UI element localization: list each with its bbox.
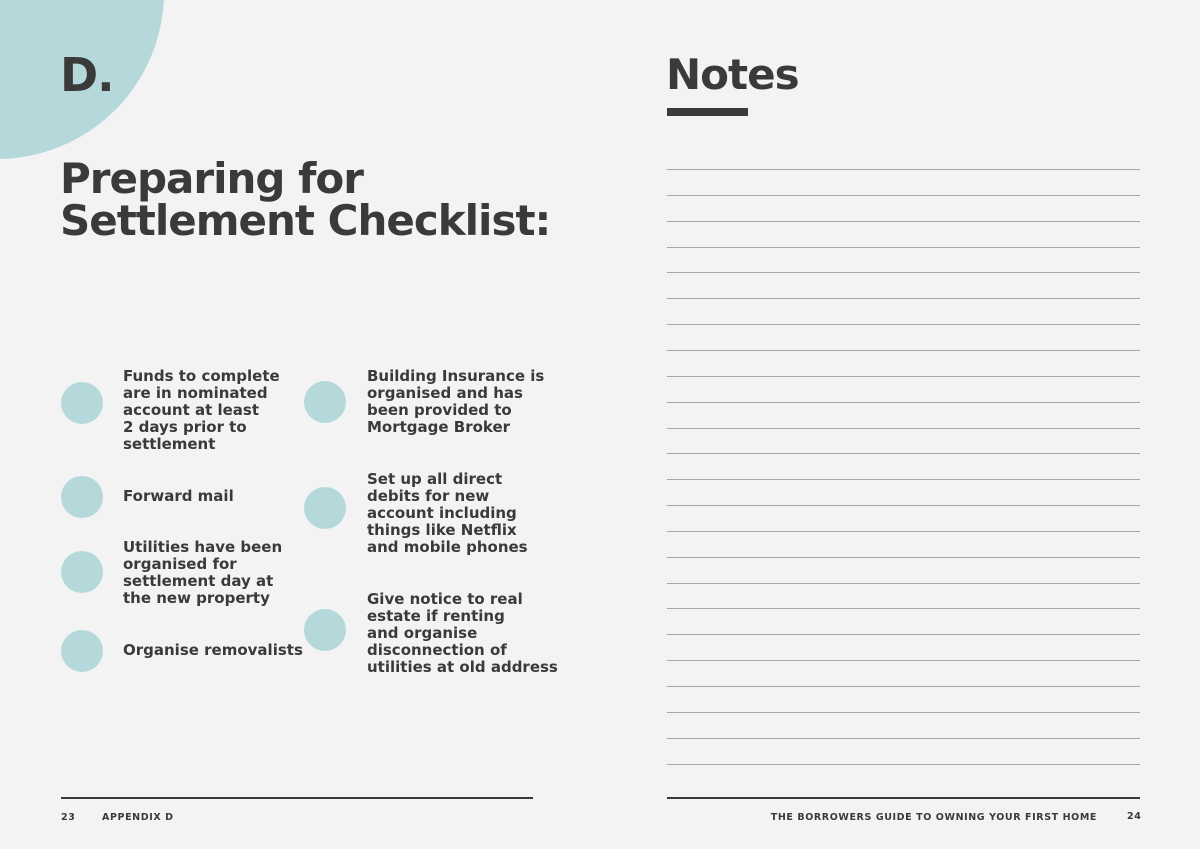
note-line <box>667 428 1140 429</box>
note-line <box>667 479 1140 480</box>
note-line <box>667 350 1140 351</box>
note-line <box>667 247 1140 248</box>
note-line <box>667 505 1140 506</box>
checkbox-circle-icon <box>61 476 103 518</box>
note-line <box>667 660 1140 661</box>
footer-divider <box>667 797 1140 799</box>
note-line <box>667 712 1140 713</box>
checklist-item-text: Utilities have been organised for settlement day at the new property <box>123 538 283 607</box>
footer-book-title: THE BORROWERS GUIDE TO OWNING YOUR FIRST HOME <box>770 812 1097 823</box>
page-title <box>60 154 551 245</box>
notes-title-underline <box>667 108 748 116</box>
page-title-line: Preparing for <box>60 154 363 203</box>
notes-title: Notes <box>666 50 799 99</box>
page-number: 23 <box>61 812 76 823</box>
note-line <box>667 583 1140 584</box>
note-line <box>667 324 1140 325</box>
note-line <box>667 634 1140 635</box>
footer-divider <box>61 797 533 799</box>
note-line <box>667 764 1140 765</box>
checklist-item-text: Forward mail <box>123 487 234 505</box>
note-line <box>667 402 1140 403</box>
checklist-item-text: Give notice to real estate if renting and organise disconnection of utilities at old address <box>367 590 558 676</box>
note-line <box>667 738 1140 739</box>
checklist-item-text: Building Insurance is organised and has been provided to Mortgage Broker <box>367 367 545 436</box>
note-line <box>667 298 1140 299</box>
checkbox-circle-icon <box>304 381 346 423</box>
note-line <box>667 557 1140 558</box>
checkbox-circle-icon <box>61 630 103 672</box>
section-letter: D. <box>60 48 114 102</box>
checkbox-circle-icon <box>304 609 346 651</box>
page-title-line: Settlement Checklist: <box>60 196 551 245</box>
footer-section-label: APPENDIX D <box>102 812 174 823</box>
checklist-item-text: Set up all direct debits for new account including things like Netflix and mobile phones <box>367 470 528 556</box>
checklist-item-text: Funds to complete are in nominated account at least 2 days prior to settlement <box>123 367 280 453</box>
note-line <box>667 686 1140 687</box>
note-line <box>667 272 1140 273</box>
checkbox-circle-icon <box>61 382 103 424</box>
checkbox-circle-icon <box>304 487 346 529</box>
note-line <box>667 453 1140 454</box>
note-line <box>667 221 1140 222</box>
note-line <box>667 531 1140 532</box>
page-number: 24 <box>1127 811 1142 822</box>
checkbox-circle-icon <box>61 551 103 593</box>
note-line <box>667 376 1140 377</box>
checklist-item-text: Organise removalists <box>123 641 303 659</box>
note-line <box>667 169 1140 170</box>
note-line <box>667 608 1140 609</box>
note-line <box>667 195 1140 196</box>
